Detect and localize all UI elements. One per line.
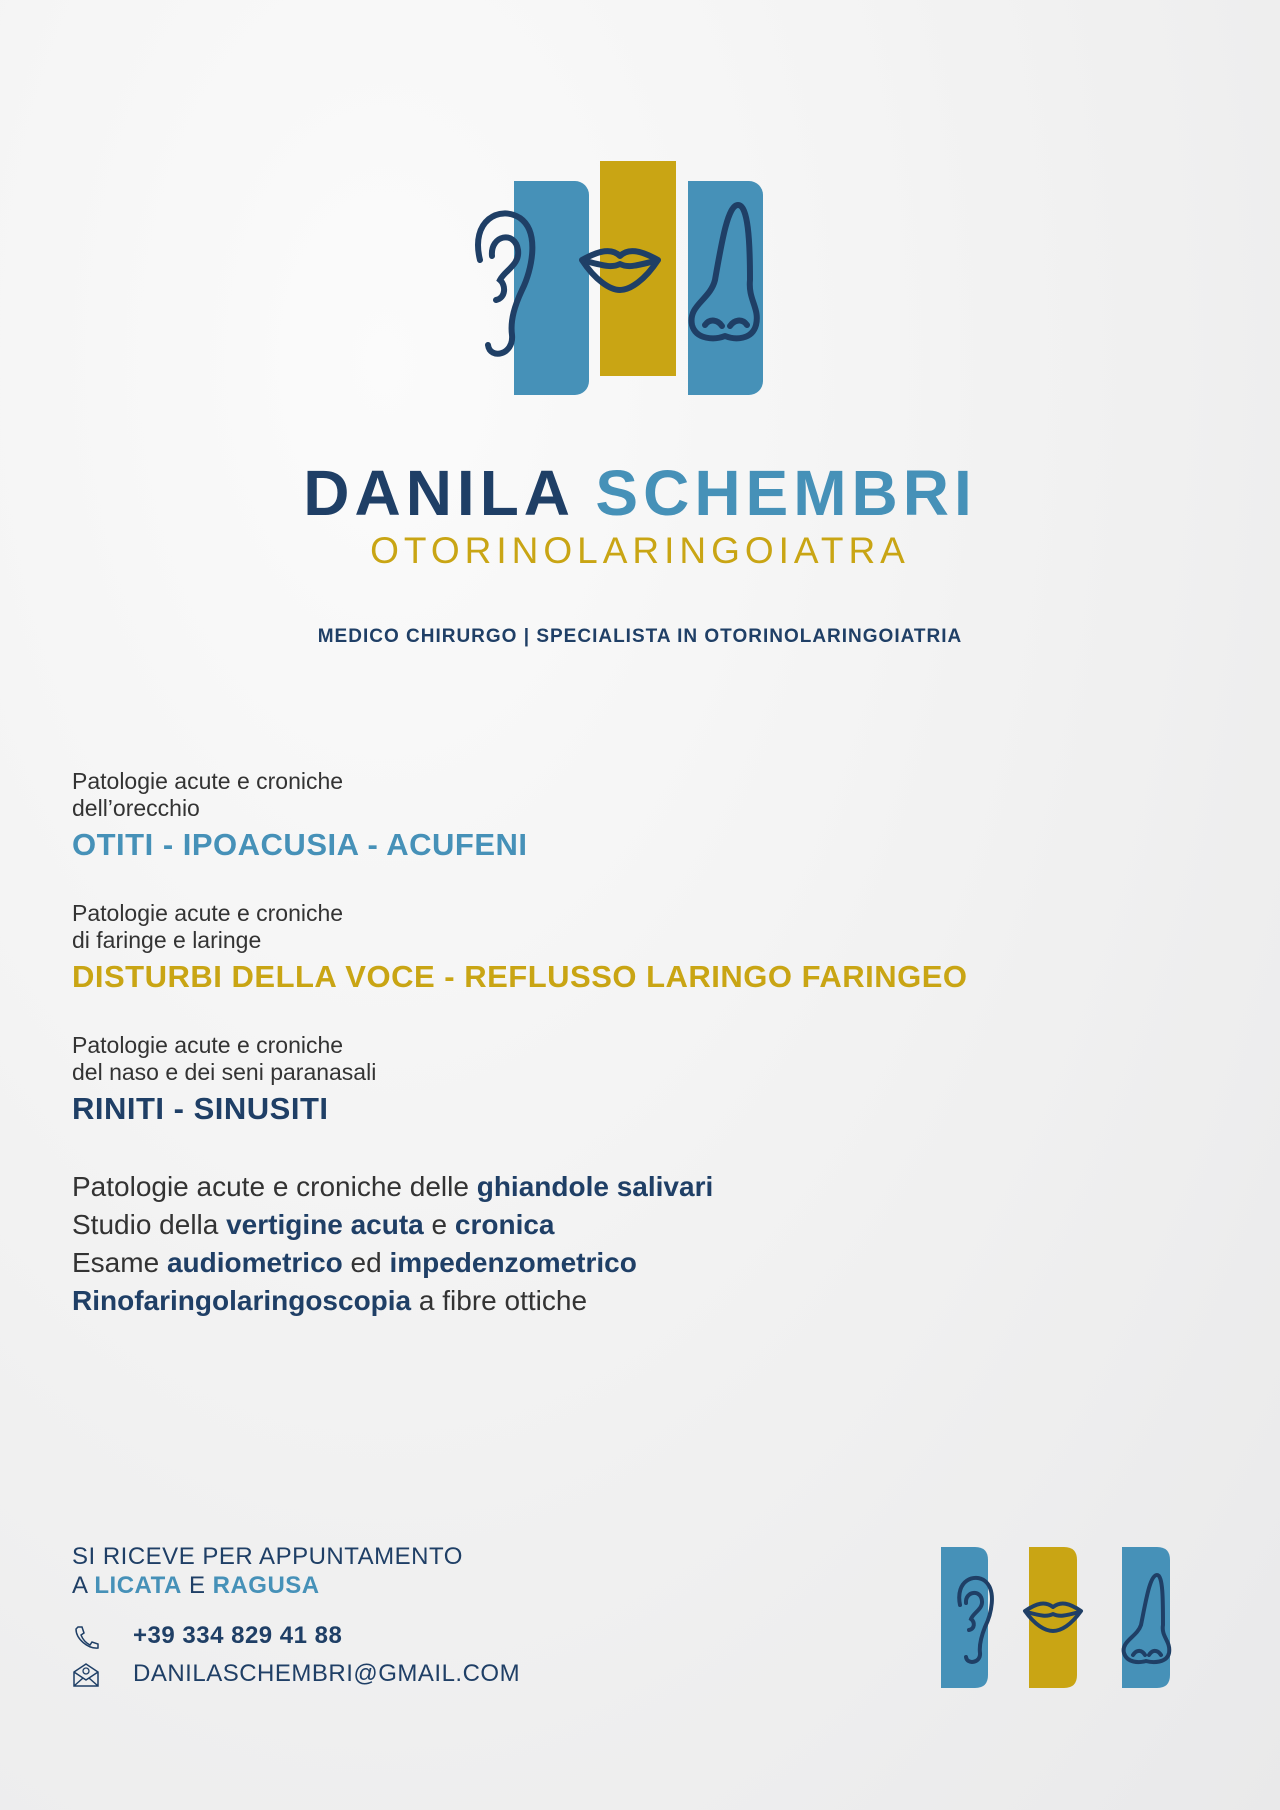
service-bold: vertigine acuta bbox=[226, 1209, 424, 1240]
service-item bbox=[72, 1282, 713, 1320]
service-item bbox=[72, 1168, 713, 1206]
service-bold: audiometrico bbox=[166, 1247, 343, 1278]
section-ear bbox=[72, 768, 528, 863]
city-licata: LICATA bbox=[94, 1572, 182, 1599]
tagline: MEDICO CHIRURGO | SPECIALISTA IN OTORINOLARINGOIATRIA bbox=[317, 626, 963, 647]
service-bold: Rinofaringolaringoscopia bbox=[72, 1285, 412, 1316]
text: A bbox=[72, 1572, 95, 1599]
section-heading: OTITI - IPOACUSIA - ACUFENI bbox=[72, 827, 528, 862]
logo-small bbox=[935, 1545, 1210, 1690]
section-subtitle: del naso e dei seni paranasali bbox=[72, 1059, 377, 1085]
logo-bar-left bbox=[941, 1547, 988, 1688]
section-subtitle: dell’orecchio bbox=[72, 795, 200, 821]
section-throat bbox=[72, 900, 968, 995]
text: E bbox=[181, 1572, 213, 1599]
service-text: a fibre ottiche bbox=[411, 1285, 588, 1316]
phone-link[interactable]: +39 334 829 41 88 bbox=[133, 1622, 343, 1649]
service-text: Studio della bbox=[72, 1209, 227, 1240]
service-item bbox=[72, 1244, 713, 1282]
name-first: DANILA bbox=[303, 457, 573, 529]
service-text: Esame bbox=[72, 1247, 167, 1278]
section-subtitle: Patologie acute e croniche bbox=[72, 768, 344, 794]
appointment-cities bbox=[72, 1572, 320, 1600]
city-ragusa: RAGUSA bbox=[212, 1572, 320, 1599]
email-link[interactable]: DANILASCHEMBRI@GMAIL.COM bbox=[133, 1660, 521, 1687]
service-bold: impedenzometrico bbox=[389, 1247, 637, 1278]
service-item bbox=[72, 1206, 713, 1244]
section-heading: RINITI - SINUSITI bbox=[72, 1091, 329, 1126]
name-last: SCHEMBRI bbox=[595, 457, 977, 529]
logo-large bbox=[460, 160, 820, 400]
section-nose bbox=[72, 1032, 376, 1127]
appointment-line: SI RICEVE PER APPUNTAMENTO bbox=[72, 1543, 463, 1570]
section-subtitle: di faringe e laringe bbox=[72, 927, 262, 953]
profession-title: OTORINOLARINGOIATRA bbox=[370, 530, 910, 571]
service-text: ed bbox=[342, 1247, 390, 1278]
logo-bar-middle bbox=[1029, 1547, 1077, 1688]
section-heading: DISTURBI DELLA VOCE - REFLUSSO LARINGO FARINGEO bbox=[72, 959, 968, 994]
section-subtitle: Patologie acute e croniche bbox=[72, 1032, 344, 1058]
email-icon bbox=[72, 1661, 100, 1687]
service-text: e bbox=[423, 1209, 455, 1240]
service-text: Patologie acute e croniche delle bbox=[72, 1171, 477, 1202]
section-subtitle: Patologie acute e croniche bbox=[72, 900, 344, 926]
phone-icon bbox=[72, 1624, 100, 1650]
services-list bbox=[72, 1168, 713, 1320]
doctor-name bbox=[0, 456, 1280, 530]
service-bold: ghiandole salivari bbox=[476, 1171, 714, 1202]
service-bold: cronica bbox=[454, 1209, 555, 1240]
